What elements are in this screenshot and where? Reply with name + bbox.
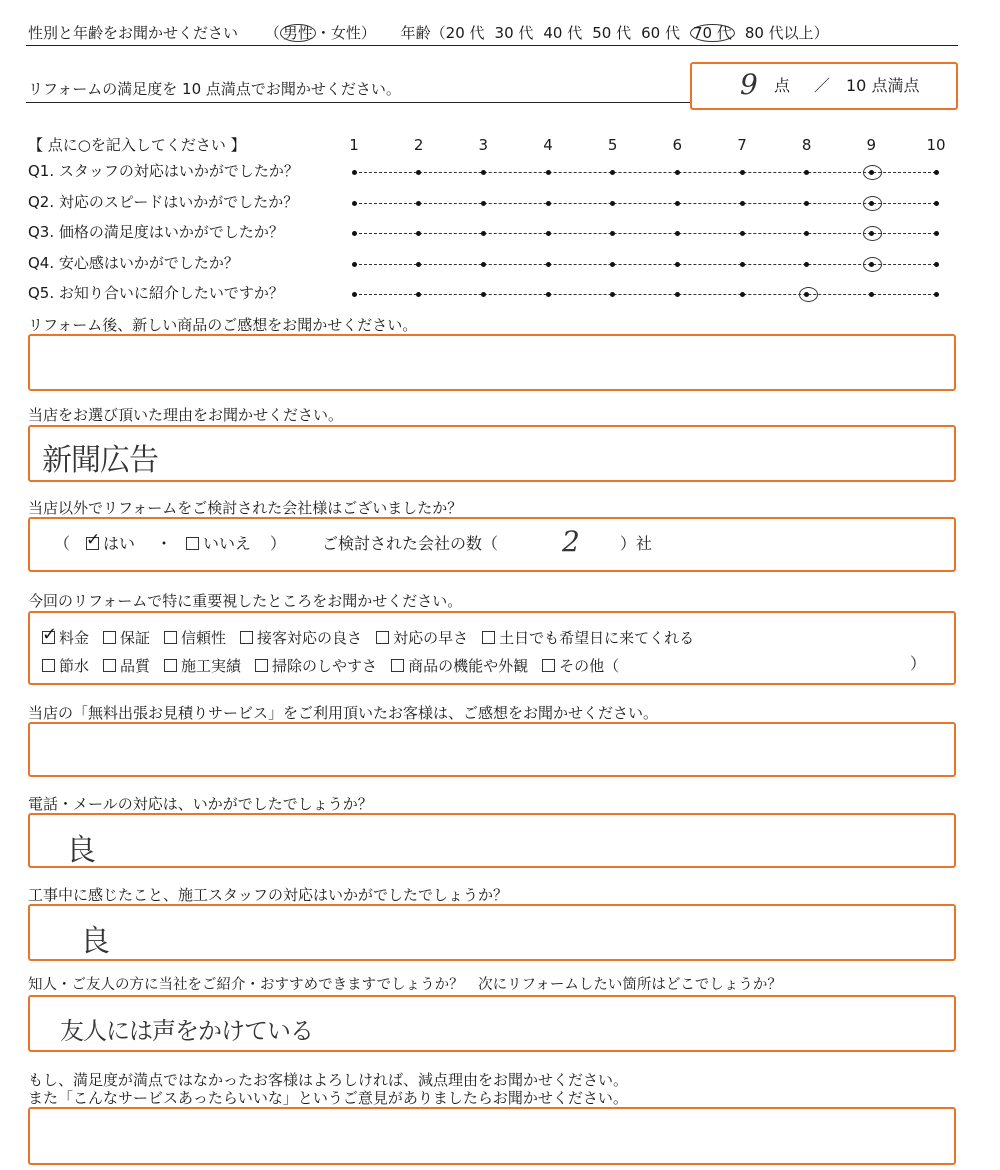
- construction-answer-box[interactable]: [28, 904, 956, 961]
- priority-other-close: ）: [910, 654, 927, 673]
- age-option[interactable]: 20 代: [445, 24, 485, 42]
- priority-option-label: 施工実績: [181, 657, 242, 675]
- priority-option[interactable]: [42, 655, 89, 676]
- priority-options-row-2: [42, 655, 633, 676]
- priority-option[interactable]: [103, 627, 150, 648]
- rating-point[interactable]: [416, 201, 421, 206]
- rating-point[interactable]: [610, 292, 615, 297]
- rating-track: [354, 172, 936, 173]
- compare-no-option[interactable]: [186, 535, 251, 553]
- compare-yes-option[interactable]: [86, 530, 136, 553]
- rating-point[interactable]: [934, 231, 939, 236]
- priority-option[interactable]: [482, 627, 694, 648]
- yes-label: はい: [103, 534, 136, 553]
- recommend-question-prompt: 知人・ご友人の方に当社をご紹介・おすすめできますでしょうか？ 次にリフォームしたい箇所はどこでしょうか？: [28, 977, 782, 993]
- question-label: Q3. 価格の満足度はいかがでしたか？: [28, 223, 284, 241]
- question-label: Q1. スタッフの対応はいかがでしたか？: [28, 162, 299, 180]
- recommend-answer-text: 友人には声をかけている: [60, 1017, 313, 1045]
- rating-selected-circle: [863, 196, 882, 211]
- gender-age-row: [28, 24, 839, 42]
- rating-point[interactable]: [675, 170, 680, 175]
- checkbox[interactable]: [103, 659, 116, 672]
- satisfaction-score-suffix: 点: [774, 76, 791, 95]
- rating-point[interactable]: [481, 201, 486, 206]
- company-count-label: ご検討された会社の数（: [322, 534, 499, 553]
- satisfaction-prompt: リフォームの満足度を 10 点満点でお聞かせください。: [28, 80, 401, 98]
- priority-option[interactable]: [255, 655, 377, 676]
- rating-point[interactable]: [352, 231, 357, 236]
- priority-option[interactable]: [391, 655, 528, 676]
- compare-question-prompt: 当店以外でリフォームをご検討された会社様はございましたか？: [28, 499, 463, 517]
- question-label: Q2. 対応のスピードはいかがでしたか？: [28, 192, 299, 211]
- rating-track: [354, 294, 936, 295]
- priority-option[interactable]: [240, 627, 362, 648]
- rating-point[interactable]: [546, 201, 551, 206]
- checkbox[interactable]: [482, 631, 495, 644]
- rating-point[interactable]: [481, 292, 486, 297]
- rating-point[interactable]: [352, 292, 357, 297]
- scale-number: 9: [866, 136, 877, 154]
- rating-point[interactable]: [740, 201, 745, 206]
- scale-number: 8: [801, 136, 812, 154]
- priority-question-prompt: 今回のリフォームで特に重要視したところをお聞かせください。: [28, 592, 463, 610]
- construction-question-prompt: 工事中に感じたこと、施工スタッフの対応はいかがでしたでしょうか？: [28, 886, 509, 904]
- age-label: 年齢（: [400, 24, 446, 42]
- rating-point[interactable]: [804, 170, 809, 175]
- recommend-answer-box[interactable]: [28, 995, 956, 1052]
- priority-option-label: 品質: [120, 657, 151, 675]
- rating-track: [354, 203, 936, 204]
- yes-checkbox[interactable]: ✓: [86, 530, 101, 550]
- satisfaction-score-value: 9: [740, 68, 758, 101]
- priority-answer-box[interactable]: [28, 611, 956, 685]
- rating-point[interactable]: [804, 262, 809, 267]
- gender-open-paren: （: [264, 24, 280, 42]
- rating-point[interactable]: [934, 262, 939, 267]
- rating-point[interactable]: [546, 262, 551, 267]
- company-count-value: 2: [562, 525, 580, 558]
- reason-answer-text: 新聞広告: [42, 443, 158, 478]
- priority-option-label: 料金: [59, 629, 90, 647]
- priority-option-label: 信頼性: [181, 629, 227, 647]
- checkbox[interactable]: [164, 631, 177, 644]
- compare-close-paren: ）: [270, 534, 287, 553]
- compare-dot: ・: [156, 534, 173, 553]
- age-option[interactable]: 30 代: [494, 24, 534, 42]
- rating-point[interactable]: [416, 262, 421, 267]
- scale-number: 2: [413, 136, 424, 154]
- question-label: Q5. お知り合いに紹介したいですか？: [28, 284, 284, 302]
- scale-number: 7: [737, 136, 747, 154]
- estimate-answer-box[interactable]: [28, 722, 956, 777]
- check-mark-icon: ✓: [42, 624, 58, 645]
- rating-point[interactable]: [675, 262, 680, 267]
- rating-selected-circle: [863, 165, 882, 180]
- age-options: [446, 24, 839, 42]
- rating-point[interactable]: [804, 201, 809, 206]
- rating-point[interactable]: [934, 201, 939, 206]
- rating-selected-circle: [863, 226, 882, 241]
- deduction-prompt-line-2: また「こんなサービスあったらいいな」というご意見がありましたらお聞かせください。: [28, 1089, 628, 1107]
- rating-selected-circle: [863, 257, 882, 272]
- gender-male-option[interactable]: 男性: [280, 24, 316, 42]
- satisfaction-score-box[interactable]: [690, 62, 958, 110]
- scale-number: 6: [672, 136, 683, 154]
- rating-point[interactable]: [481, 231, 486, 236]
- age-option[interactable]: 40 代: [543, 24, 583, 42]
- age-option[interactable]: 70 代: [690, 24, 735, 42]
- rating-point[interactable]: [352, 201, 357, 206]
- checkbox[interactable]: [376, 631, 389, 644]
- rating-point[interactable]: [352, 170, 357, 175]
- priority-option-label: 掃除のしやすさ: [272, 657, 378, 675]
- rating-point[interactable]: [740, 262, 745, 267]
- rating-instruction: 【 点に○を記入してください 】: [28, 136, 246, 154]
- rating-point[interactable]: [934, 292, 939, 297]
- company-count-suffix: ）社: [620, 534, 653, 553]
- rating-point[interactable]: [481, 170, 486, 175]
- checkbox[interactable]: [42, 659, 55, 672]
- checkbox[interactable]: [391, 659, 404, 672]
- question-label: Q4. 安心感はいかがでしたか？: [28, 253, 239, 272]
- checked-checkbox[interactable]: [42, 624, 58, 645]
- rating-point[interactable]: [740, 170, 745, 175]
- checkbox[interactable]: [542, 659, 555, 672]
- rating-selected-circle: [799, 287, 818, 302]
- rating-point[interactable]: [352, 262, 357, 267]
- checkbox[interactable]: [240, 631, 253, 644]
- rating-point[interactable]: [804, 231, 809, 236]
- rating-point[interactable]: [740, 231, 745, 236]
- gender-close-paren: ）: [360, 24, 376, 42]
- priority-option[interactable]: [542, 655, 619, 676]
- checkbox[interactable]: [103, 631, 116, 644]
- gender-female-option[interactable]: 女性: [330, 24, 361, 42]
- priority-option[interactable]: [376, 627, 468, 648]
- satisfaction-slash: ／: [814, 76, 831, 95]
- priority-option-label: その他（: [559, 657, 620, 675]
- satisfaction-divider: [26, 102, 690, 103]
- rating-point[interactable]: [416, 231, 421, 236]
- rating-point[interactable]: [416, 170, 421, 175]
- rating-point[interactable]: [610, 231, 615, 236]
- rating-point[interactable]: [934, 170, 939, 175]
- gender-separator: ・: [315, 24, 331, 42]
- priority-options-row-1: [42, 624, 708, 648]
- age-option[interactable]: 60 代: [641, 24, 680, 42]
- rating-point[interactable]: [610, 262, 615, 267]
- rating-point[interactable]: [416, 292, 421, 297]
- scale-number: 3: [478, 136, 489, 154]
- checkbox[interactable]: [255, 659, 268, 672]
- compare-answer-box[interactable]: [28, 517, 956, 572]
- priority-option-label: 対応の早さ: [393, 629, 469, 647]
- priority-option-label: 保証: [120, 629, 151, 647]
- no-checkbox[interactable]: [186, 537, 199, 550]
- priority-option-label: 接客対応の良さ: [257, 629, 363, 647]
- reason-question-prompt: 当店をお選び頂いた理由をお聞かせください。: [28, 406, 344, 424]
- scale-number: 10: [926, 136, 946, 154]
- phone-answer-text: 良: [66, 833, 96, 868]
- deduction-answer-box[interactable]: [28, 1107, 956, 1165]
- priority-option-label: 商品の機能や外観: [408, 657, 529, 675]
- rating-track: [354, 264, 936, 265]
- no-label: いいえ: [203, 534, 252, 553]
- header-divider: [26, 45, 958, 46]
- rating-point[interactable]: [481, 262, 486, 267]
- priority-option[interactable]: [42, 624, 90, 648]
- deduction-prompt-line-1: もし、満足度が満点ではなかったお客様はよろしければ、減点理由をお聞かせください。: [28, 1071, 629, 1089]
- rating-track: [354, 233, 936, 234]
- scale-number: 4: [543, 136, 553, 154]
- rating-point[interactable]: [675, 201, 680, 206]
- phone-question-prompt: 電話・メールの対応は、いかがでしたでしょうか？: [28, 795, 373, 813]
- rating-point[interactable]: [675, 292, 680, 297]
- rating-point[interactable]: [610, 201, 615, 206]
- scale-number: 5: [607, 136, 618, 154]
- age-option[interactable]: 50 代: [592, 24, 632, 42]
- gender-age-prompt: 性別と年齢をお聞かせください: [28, 24, 239, 42]
- scale-number: 1: [349, 136, 359, 154]
- reason-answer-box[interactable]: [28, 425, 956, 482]
- estimate-question-prompt: 当店の「無料出張お見積りサービス」をご利用頂いたお客様は、ご感想をお聞かせください。: [28, 704, 659, 722]
- product-answer-box[interactable]: [28, 334, 956, 391]
- compare-open-paren: （: [54, 534, 71, 553]
- rating-point[interactable]: [869, 292, 874, 297]
- phone-answer-box[interactable]: [28, 813, 956, 868]
- priority-option-label: 節水: [59, 657, 90, 675]
- satisfaction-max-label: 10 点満点: [846, 76, 920, 95]
- age-option[interactable]: 80 代以上）: [744, 24, 829, 42]
- priority-option[interactable]: [164, 655, 241, 676]
- checkbox[interactable]: [164, 659, 177, 672]
- rating-point[interactable]: [740, 292, 745, 297]
- rating-point[interactable]: [675, 231, 680, 236]
- priority-option-label: 土日でも希望日に来てくれる: [499, 629, 695, 647]
- rating-point[interactable]: [610, 170, 615, 175]
- rating-point[interactable]: [546, 170, 551, 175]
- product-question-prompt: リフォーム後、新しい商品のご感想をお聞かせください。: [28, 316, 418, 334]
- priority-option[interactable]: [164, 627, 226, 648]
- rating-point[interactable]: [546, 292, 551, 297]
- priority-option[interactable]: [103, 655, 150, 676]
- rating-point[interactable]: [546, 231, 551, 236]
- construction-answer-text: 良: [80, 924, 110, 959]
